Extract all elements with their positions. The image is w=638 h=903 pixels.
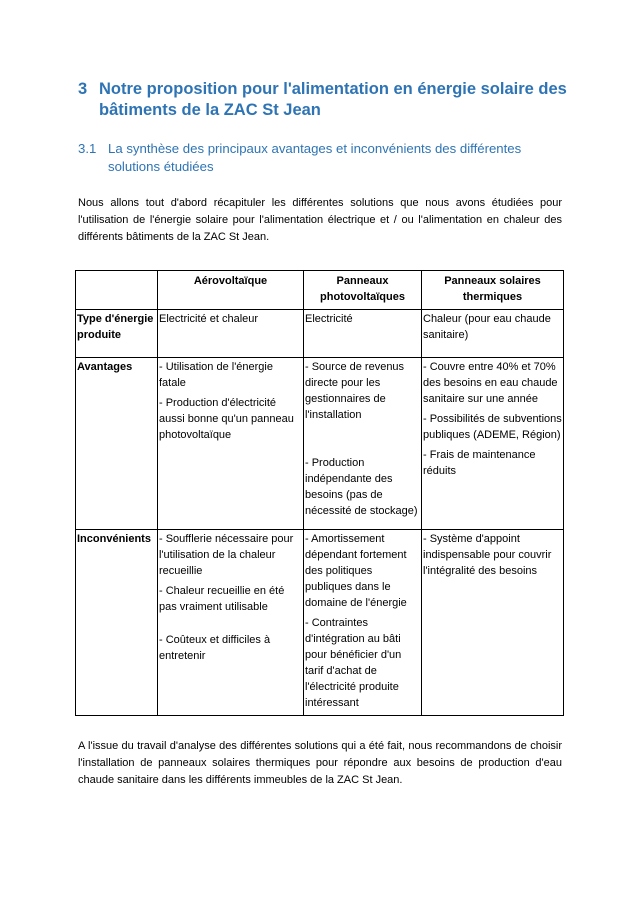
comparison-table [75,270,564,716]
list-item: - Contraintes d'intégration au bâti pour bénéficier d'un tarif d'achat de l'électricité produite intéressant [305,617,402,709]
list-item: - Production d'électricité aussi bonne qu'un panneau photovoltaïque [159,397,294,441]
list-item: - Source de revenus directe pour les gestionnaires de l'installation [305,361,405,421]
header-empty-cell [76,271,158,310]
list-item: - Coûteux et difficiles à entretenir [159,634,271,662]
conclusion-paragraph: A l'issue du travail d'analyse des différentes solutions qui a été fait, nous recommandons de choisir l'installation de panneaux solaires thermiques pour répondre aux besoins de production d'eau chaude sanitaire dans les différents immeubles de la ZAC St Jean. [78,740,562,786]
cell-dis-thermal [422,530,564,716]
list-item: - Couvre entre 40% et 70% des besoins en eau chaude sanitaire sur une année [423,361,558,405]
cell-dis-aero [158,530,304,716]
header-thermiques: Panneaux solaires thermiques [422,271,564,310]
list-item: - Utilisation de l'énergie fatale [159,361,273,389]
cell-adv-aero [158,358,304,530]
header-photovoltaiques: Panneaux photovoltaïques [304,271,422,310]
table-row [76,310,564,358]
row-label-disadvantages: Inconvénients [76,530,158,716]
subsection-title: La synthèse des principaux avantages et inconvénients des différentes solutions étudiées [108,141,522,174]
list-item: - Chaleur recueillie en été pas vraiment utilisable [159,585,285,613]
cell-dis-pv [304,530,422,716]
list-item: - Frais de maintenance réduits [423,449,536,477]
cell-energy-pv: Electricité [304,310,422,358]
table-row [76,530,564,716]
list-item: - Amortissement dépendant fortement des politiques publiques dans le domaine de l'énergie [305,533,407,609]
row-label-energy: Type d'énergie produite [76,310,158,358]
table-row [76,358,564,530]
cell-adv-thermal [422,358,564,530]
intro-paragraph: Nous allons tout d'abord récapituler les différentes solutions que nous avons étudiées pour l'utilisation de l'énergie solaire pour l'alimentation électrique et / ou l'alimentation en chaleur des différents bâtiments de la ZAC St Jean. [78,197,562,243]
cell-energy-aero: Electricité et chaleur [158,310,304,358]
cell-adv-pv [304,358,422,530]
table-header-row [76,271,564,310]
header-aerovoltaique: Aérovoltaïque [158,271,304,310]
list-item: - Possibilités de subventions publiques (ADEME, Région) [423,413,562,441]
list-item: - Soufflerie nécessaire pour l'utilisation de la chaleur recueillie [159,533,294,577]
section-number: 3 [78,80,88,98]
section-title: Notre proposition pour l'alimentation en énergie solaire des bâtiments de la ZAC St Jean [99,80,567,119]
cell-energy-thermal: Chaleur (pour eau chaude sanitaire) [422,310,564,358]
list-item: - Système d'appoint indispensable pour couvrir l'intégralité des besoins [423,533,552,577]
subsection-number: 3.1 [78,141,97,156]
subsection-heading [78,140,568,176]
section-heading [78,79,568,121]
row-label-advantages: Avantages [76,358,158,530]
list-item: - Production indépendante des besoins (pas de nécessité de stockage) [305,457,418,517]
